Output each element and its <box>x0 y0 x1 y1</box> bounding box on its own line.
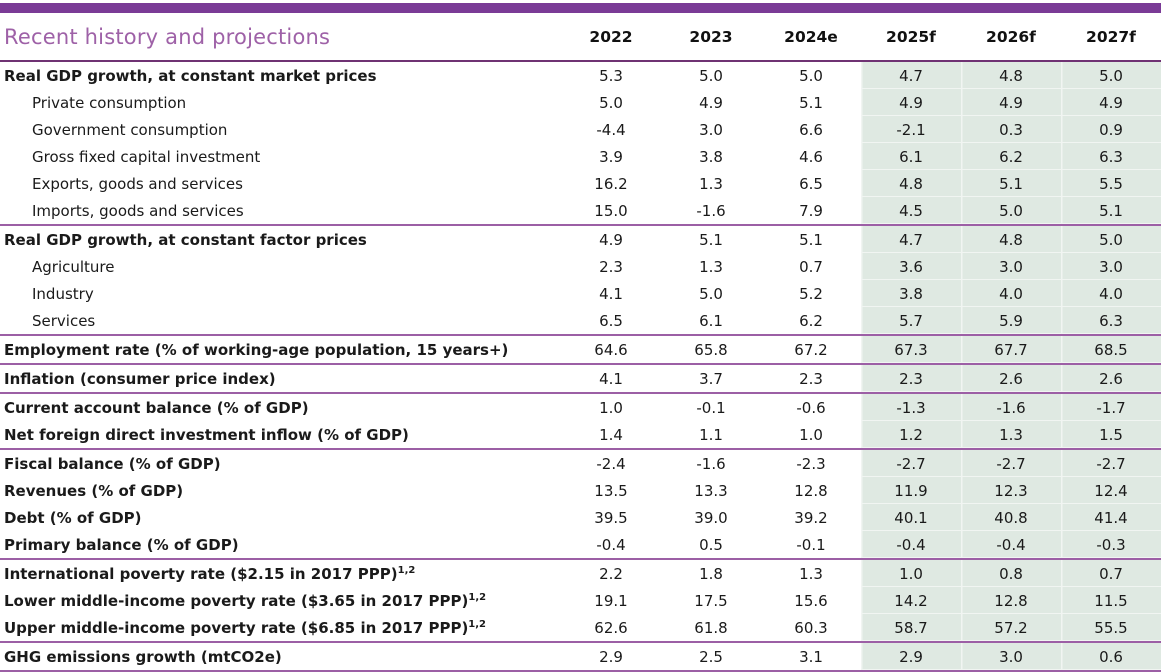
cell-value: 3.6 <box>861 253 961 280</box>
cell-value: 5.9 <box>961 307 1061 335</box>
cell-value: 5.0 <box>699 284 723 303</box>
row-label <box>0 531 561 559</box>
cell-value: 4.9 <box>561 225 661 253</box>
cell-value: 5.0 <box>1061 225 1161 253</box>
cell-value: -1.3 <box>861 393 961 421</box>
row-label-text: Primary balance (% of GDP) <box>4 535 239 554</box>
cell-value: 1.8 <box>661 559 761 587</box>
cell-value: 1.5 <box>1061 421 1161 449</box>
cell-value: 12.8 <box>961 587 1061 614</box>
cell-value: 1.1 <box>699 425 723 444</box>
cell-value: 2.3 <box>599 257 623 276</box>
row-label-text: Revenues (% of GDP) <box>4 481 184 500</box>
table-row <box>0 504 1161 531</box>
footnote-marker: 1,2 <box>468 618 487 630</box>
cell-value: 0.7 <box>799 257 823 276</box>
table-row <box>0 170 1161 197</box>
row-label-text: Agriculture <box>32 257 115 276</box>
cell-value: 1.0 <box>861 559 961 587</box>
table-row <box>0 587 1161 614</box>
cell-value: 4.0 <box>1061 280 1161 307</box>
row-label <box>0 364 561 393</box>
cell-value: 4.9 <box>1061 89 1161 116</box>
cell-value: 4.8 <box>961 225 1061 253</box>
table-row <box>0 89 1161 116</box>
row-label <box>0 477 561 504</box>
cell-value: 2.6 <box>961 364 1061 393</box>
row-label <box>0 449 561 477</box>
row-label-text: Inflation (consumer price index) <box>4 369 276 388</box>
cell-value: -0.3 <box>1061 531 1161 559</box>
cell-value: 57.2 <box>961 614 1061 642</box>
table-row <box>0 143 1161 170</box>
cell-value: 3.0 <box>961 253 1061 280</box>
row-label <box>0 587 561 614</box>
cell-value: 6.5 <box>799 174 823 193</box>
cell-value: 6.1 <box>861 143 961 170</box>
cell-value: 40.1 <box>861 504 961 531</box>
cell-value: 5.0 <box>799 66 823 85</box>
row-label <box>0 421 561 449</box>
cell-value: 6.2 <box>961 143 1061 170</box>
cell-value: 4.9 <box>861 89 961 116</box>
cell-value: 15.0 <box>594 201 628 220</box>
row-label-text: Industry <box>32 284 94 303</box>
footnote-marker: 1,2 <box>468 591 487 603</box>
cell-value: 1.0 <box>799 425 823 444</box>
cell-value: 67.7 <box>961 335 1061 364</box>
cell-value: -0.4 <box>961 531 1061 559</box>
row-label <box>0 504 561 531</box>
cell-value: -1.6 <box>961 393 1061 421</box>
cell-value: 4.1 <box>561 364 661 393</box>
cell-value: 3.1 <box>761 642 861 671</box>
row-label-text: Government consumption <box>32 120 228 139</box>
cell-value: 4.9 <box>699 93 723 112</box>
row-label-text: Current account balance (% of GDP) <box>4 398 309 417</box>
cell-value: 0.6 <box>1061 642 1161 671</box>
table-row <box>0 225 1161 253</box>
cell-value: -1.7 <box>1061 393 1161 421</box>
row-label-text: GHG emissions growth (mtCO2e) <box>4 647 282 666</box>
row-label-text: Employment rate (% of working-age population, 15 years+) <box>4 340 509 359</box>
year-column-header: 2024e <box>761 13 861 61</box>
cell-value: -0.4 <box>861 531 961 559</box>
cell-value: 1.4 <box>599 425 623 444</box>
cell-value: 16.2 <box>594 174 628 193</box>
table-row <box>0 477 1161 504</box>
row-label-text: Fiscal balance (% of GDP) <box>4 454 221 473</box>
cell-value: -0.6 <box>761 393 861 421</box>
cell-value: 14.2 <box>861 587 961 614</box>
cell-value: 1.3 <box>761 559 861 587</box>
cell-value: 17.5 <box>694 591 728 610</box>
row-label <box>0 253 561 280</box>
row-label <box>0 335 561 364</box>
row-label-text: Imports, goods and services <box>32 201 244 220</box>
cell-value: 64.6 <box>561 335 661 364</box>
table-row <box>0 559 1161 587</box>
row-label-text: Real GDP growth, at constant factor prices <box>4 230 367 249</box>
cell-value: 3.7 <box>661 364 761 393</box>
table-row <box>0 116 1161 143</box>
cell-value: 1.3 <box>699 174 723 193</box>
cell-value: 5.1 <box>1061 197 1161 225</box>
cell-value: 13.3 <box>694 481 728 500</box>
cell-value: 3.9 <box>599 147 623 166</box>
cell-value: 3.0 <box>1061 253 1161 280</box>
cell-value: -2.7 <box>861 449 961 477</box>
cell-value: -1.6 <box>661 449 761 477</box>
accent-bar <box>0 3 1161 13</box>
cell-value: 67.2 <box>761 335 861 364</box>
row-label-text: Net foreign direct investment inflow (% of GDP) <box>4 425 409 444</box>
cell-value: 4.8 <box>961 61 1061 89</box>
row-label-text: Private consumption <box>32 93 187 112</box>
cell-value: 11.5 <box>1061 587 1161 614</box>
cell-value: 13.5 <box>594 481 628 500</box>
cell-value: 0.3 <box>961 116 1061 143</box>
year-column-header: 2025f <box>861 13 961 61</box>
cell-value: -2.4 <box>561 449 661 477</box>
cell-value: -4.4 <box>596 120 626 139</box>
cell-value: 6.5 <box>599 311 623 330</box>
table-row <box>0 61 1161 89</box>
cell-value: 1.0 <box>561 393 661 421</box>
table-row <box>0 280 1161 307</box>
cell-value: 6.1 <box>699 311 723 330</box>
cell-value: 3.0 <box>699 120 723 139</box>
cell-value: 62.6 <box>594 618 628 637</box>
cell-value: 19.1 <box>594 591 628 610</box>
table-row <box>0 197 1161 225</box>
cell-value: 5.7 <box>861 307 961 335</box>
table-row <box>0 449 1161 477</box>
row-label <box>0 393 561 421</box>
cell-value: 5.0 <box>699 66 723 85</box>
cell-value: 5.5 <box>1061 170 1161 197</box>
row-label <box>0 89 561 116</box>
cell-value: 3.8 <box>699 147 723 166</box>
table-row <box>0 531 1161 559</box>
cell-value: 1.3 <box>961 421 1061 449</box>
cell-value: -0.4 <box>596 535 626 554</box>
cell-value: 0.9 <box>1061 116 1161 143</box>
cell-value: -2.3 <box>761 449 861 477</box>
cell-value: 6.2 <box>799 311 823 330</box>
cell-value: 11.9 <box>861 477 961 504</box>
table-row <box>0 642 1161 671</box>
cell-value: -0.1 <box>796 535 826 554</box>
cell-value: 0.5 <box>699 535 723 554</box>
cell-value: 7.9 <box>799 201 823 220</box>
cell-value: 2.3 <box>761 364 861 393</box>
year-column-header: 2023 <box>661 13 761 61</box>
cell-value: 4.1 <box>599 284 623 303</box>
cell-value: 4.7 <box>861 225 961 253</box>
cell-value: 5.1 <box>661 225 761 253</box>
cell-value: 41.4 <box>1061 504 1161 531</box>
cell-value: 68.5 <box>1061 335 1161 364</box>
cell-value: 39.0 <box>694 508 728 527</box>
row-label-text: Gross fixed capital investment <box>32 147 261 166</box>
row-label <box>0 614 561 642</box>
year-column-header: 2026f <box>961 13 1061 61</box>
cell-value: 4.8 <box>861 170 961 197</box>
cell-value: 4.5 <box>861 197 961 225</box>
cell-value: 4.6 <box>799 147 823 166</box>
row-label-text: Upper middle-income poverty rate ($6.85 in 2017 PPP) <box>4 618 469 637</box>
cell-value: 0.8 <box>961 559 1061 587</box>
cell-value: 65.8 <box>661 335 761 364</box>
year-column-header: 2022 <box>561 13 661 61</box>
cell-value: 1.2 <box>861 421 961 449</box>
row-label-text: Debt (% of GDP) <box>4 508 142 527</box>
cell-value: 3.8 <box>861 280 961 307</box>
footnote-marker: 1,2 <box>397 564 416 576</box>
cell-value: -2.1 <box>861 116 961 143</box>
table-header <box>0 13 1161 61</box>
header-row <box>0 13 1161 61</box>
cell-value: 5.0 <box>599 93 623 112</box>
projections-table <box>0 13 1161 672</box>
row-label <box>0 116 561 143</box>
cell-value: 2.5 <box>661 642 761 671</box>
table-row <box>0 253 1161 280</box>
table-row <box>0 364 1161 393</box>
row-label-text: Lower middle-income poverty rate ($3.65 in 2017 PPP) <box>4 591 469 610</box>
cell-value: 1.3 <box>699 257 723 276</box>
row-label <box>0 225 561 253</box>
cell-value: 12.4 <box>1061 477 1161 504</box>
cell-value: 5.0 <box>1061 61 1161 89</box>
cell-value: 6.3 <box>1061 307 1161 335</box>
cell-value: 39.5 <box>594 508 628 527</box>
row-label-text: International poverty rate ($2.15 in 2017 PPP) <box>4 564 398 583</box>
cell-value: 6.6 <box>799 120 823 139</box>
year-column-header: 2027f <box>1061 13 1161 61</box>
row-label <box>0 280 561 307</box>
cell-value: 55.5 <box>1061 614 1161 642</box>
cell-value: -0.1 <box>661 393 761 421</box>
row-label <box>0 170 561 197</box>
row-label <box>0 559 561 587</box>
row-label <box>0 143 561 170</box>
cell-value: 2.6 <box>1061 364 1161 393</box>
row-label-text: Exports, goods and services <box>32 174 243 193</box>
table-row <box>0 614 1161 642</box>
cell-value: 2.2 <box>561 559 661 587</box>
cell-value: 2.3 <box>861 364 961 393</box>
row-label <box>0 61 561 89</box>
row-label <box>0 197 561 225</box>
row-label <box>0 642 561 671</box>
cell-value: -1.6 <box>696 201 726 220</box>
page-title: Recent history and projections <box>0 13 561 61</box>
row-label <box>0 307 561 335</box>
cell-value: 40.8 <box>961 504 1061 531</box>
cell-value: -2.7 <box>1061 449 1161 477</box>
cell-value: 5.3 <box>599 66 623 85</box>
cell-value: 12.8 <box>794 481 828 500</box>
cell-value: 5.1 <box>799 93 823 112</box>
row-label-text: Services <box>32 311 96 330</box>
cell-value: 61.8 <box>694 618 728 637</box>
cell-value: -2.7 <box>961 449 1061 477</box>
row-label-text: Real GDP growth, at constant market prices <box>4 66 377 85</box>
cell-value: 39.2 <box>794 508 828 527</box>
cell-value: 4.0 <box>961 280 1061 307</box>
table-row <box>0 421 1161 449</box>
cell-value: 60.3 <box>794 618 828 637</box>
cell-value: 4.7 <box>861 61 961 89</box>
cell-value: 2.9 <box>561 642 661 671</box>
cell-value: 6.3 <box>1061 143 1161 170</box>
cell-value: 5.1 <box>761 225 861 253</box>
table-row <box>0 307 1161 335</box>
table-row <box>0 393 1161 421</box>
table-row <box>0 335 1161 364</box>
cell-value: 5.0 <box>961 197 1061 225</box>
cell-value: 4.9 <box>961 89 1061 116</box>
cell-value: 2.9 <box>861 642 961 671</box>
cell-value: 12.3 <box>961 477 1061 504</box>
cell-value: 58.7 <box>861 614 961 642</box>
cell-value: 3.0 <box>961 642 1061 671</box>
table-body <box>0 61 1161 671</box>
cell-value: 5.2 <box>799 284 823 303</box>
cell-value: 5.1 <box>961 170 1061 197</box>
cell-value: 15.6 <box>794 591 828 610</box>
cell-value: 67.3 <box>861 335 961 364</box>
cell-value: 0.7 <box>1061 559 1161 587</box>
